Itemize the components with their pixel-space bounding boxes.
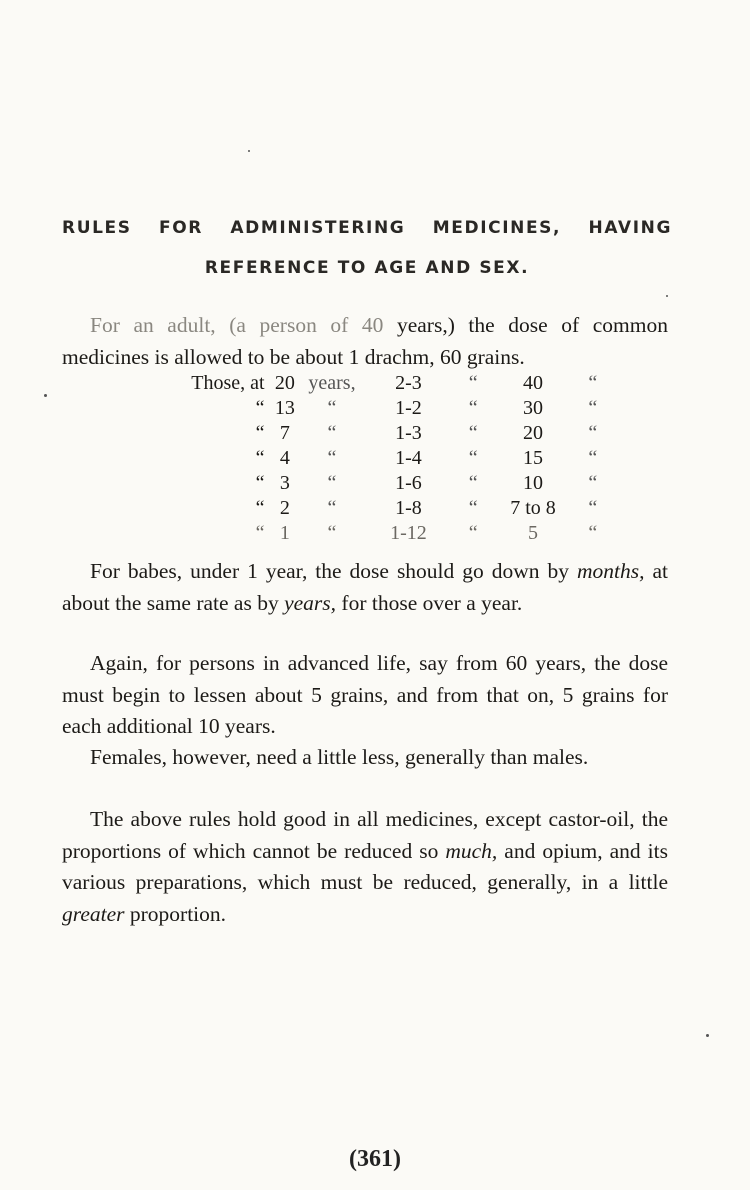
rules-em-much: much, xyxy=(445,838,498,863)
advanced-life-paragraph: Again, for persons in advanced life, say from 60 years, the dose must begin to lessen about 5 grains, and from that on, 5 grains for each additional 10 years. xyxy=(62,651,668,738)
dose-row-ditto: “ xyxy=(468,522,478,544)
dose-row-group: 2-3 xyxy=(395,372,422,394)
dose-row-group: 1-8 xyxy=(395,497,422,519)
dose-row xyxy=(120,446,610,471)
dose-row-age: 13 xyxy=(274,397,295,419)
dose-row-end: “ xyxy=(588,497,598,519)
rules-text-3: proportion. xyxy=(124,901,227,926)
dose-row-group: 1-2 xyxy=(395,397,422,419)
dose-row-end: “ xyxy=(588,447,598,469)
dose-row xyxy=(120,396,610,421)
dose-row xyxy=(120,496,610,521)
babes-em-months: months, xyxy=(576,559,645,583)
rules-paragraph xyxy=(62,804,668,930)
dose-row-dose: 40 xyxy=(522,372,543,394)
dose-row-dose: 30 xyxy=(522,397,543,419)
rules-em-greater: greater xyxy=(62,901,125,926)
dose-row-ditto: “ xyxy=(468,472,478,494)
dose-row-ditto: “ xyxy=(468,397,478,419)
dose-row-unit: “ xyxy=(327,472,337,494)
intro-paragraph xyxy=(62,310,668,373)
babes-paragraph xyxy=(62,556,668,619)
dose-row-ditto: “ xyxy=(468,422,478,444)
ink-speck xyxy=(248,150,250,152)
dose-row-lead: “ xyxy=(255,422,265,444)
dose-row-ditto: “ xyxy=(468,372,478,394)
babes-text-1: For babes, under 1 year, the dose should go down by xyxy=(90,559,577,583)
rules-text-2: and opium, and its various preparations, which must be reduced, generally, in a little xyxy=(62,838,668,894)
dose-row-unit: years, xyxy=(308,372,356,394)
babes-text-2: at about the same rate as by xyxy=(62,559,668,615)
dose-row-lead: “ xyxy=(255,497,265,519)
dose-row-dose: 7 to 8 xyxy=(510,497,556,519)
dose-row-group: 1-3 xyxy=(395,422,422,444)
dose-row xyxy=(120,421,610,446)
dose-row-dose: 15 xyxy=(522,447,543,469)
dose-row-unit: “ xyxy=(327,422,337,444)
dose-row-unit: “ xyxy=(327,497,337,519)
dose-row-dose: 10 xyxy=(522,472,543,494)
dose-row-unit: “ xyxy=(327,447,337,469)
dose-row-unit: “ xyxy=(327,522,337,544)
babes-em-years: years, xyxy=(284,590,337,615)
dose-row xyxy=(120,371,610,396)
dose-row-age: 1 xyxy=(279,522,290,544)
dose-row-group: 1-12 xyxy=(390,522,427,544)
dose-row-end: “ xyxy=(588,522,598,544)
dose-row-dose: 5 xyxy=(527,522,538,544)
dose-row xyxy=(120,521,610,546)
ink-speck xyxy=(706,1034,709,1037)
dose-row-group: 1-6 xyxy=(395,472,422,494)
dose-row-lead: “ xyxy=(255,472,265,494)
dose-row-age: 20 xyxy=(274,372,295,394)
dose-row-age: 2 xyxy=(279,497,290,519)
dose-row-age: 4 xyxy=(279,447,290,469)
dose-row-end: “ xyxy=(588,397,598,419)
dose-row-lead: Those, at xyxy=(191,372,265,394)
dose-row-end: “ xyxy=(588,472,598,494)
section-heading-line-2: REFERENCE TO AGE AND SEX. xyxy=(204,258,530,278)
dose-row-lead: “ xyxy=(255,522,265,544)
intro-text: years,) the dose of common medicines is allowed to be about 1 drachm, 60 grains. xyxy=(62,313,668,369)
dose-row-age: 3 xyxy=(279,472,290,494)
dose-row-group: 1-4 xyxy=(395,447,422,469)
dose-row-age: 7 xyxy=(279,422,290,444)
intro-faded-text: For an adult, (a person of 40 xyxy=(90,313,384,337)
dose-row-lead: “ xyxy=(255,397,265,419)
dose-row-ditto: “ xyxy=(468,497,478,519)
dose-row-end: “ xyxy=(588,372,598,394)
rules-text-1: The above rules hold good in all medicines, except castor-oil, the proportions of which cannot be reduced so xyxy=(62,807,668,863)
dose-row-ditto: “ xyxy=(468,447,478,469)
dose-row-dose: 20 xyxy=(522,422,543,444)
page-number: (361) xyxy=(349,1146,401,1172)
section-heading-line-1: RULES FOR ADMINISTERING MEDICINES, HAVING xyxy=(62,218,672,238)
dose-row-end: “ xyxy=(588,422,598,444)
females-paragraph: Females, however, need a little less, generally than males. xyxy=(90,745,589,769)
dose-row xyxy=(120,471,610,496)
dose-row-lead: “ xyxy=(255,447,265,469)
ink-speck xyxy=(44,394,47,397)
dose-row-unit: “ xyxy=(327,397,337,419)
ink-speck xyxy=(666,295,668,297)
dose-table xyxy=(120,371,610,546)
babes-text-3: for those over a year. xyxy=(336,590,523,615)
